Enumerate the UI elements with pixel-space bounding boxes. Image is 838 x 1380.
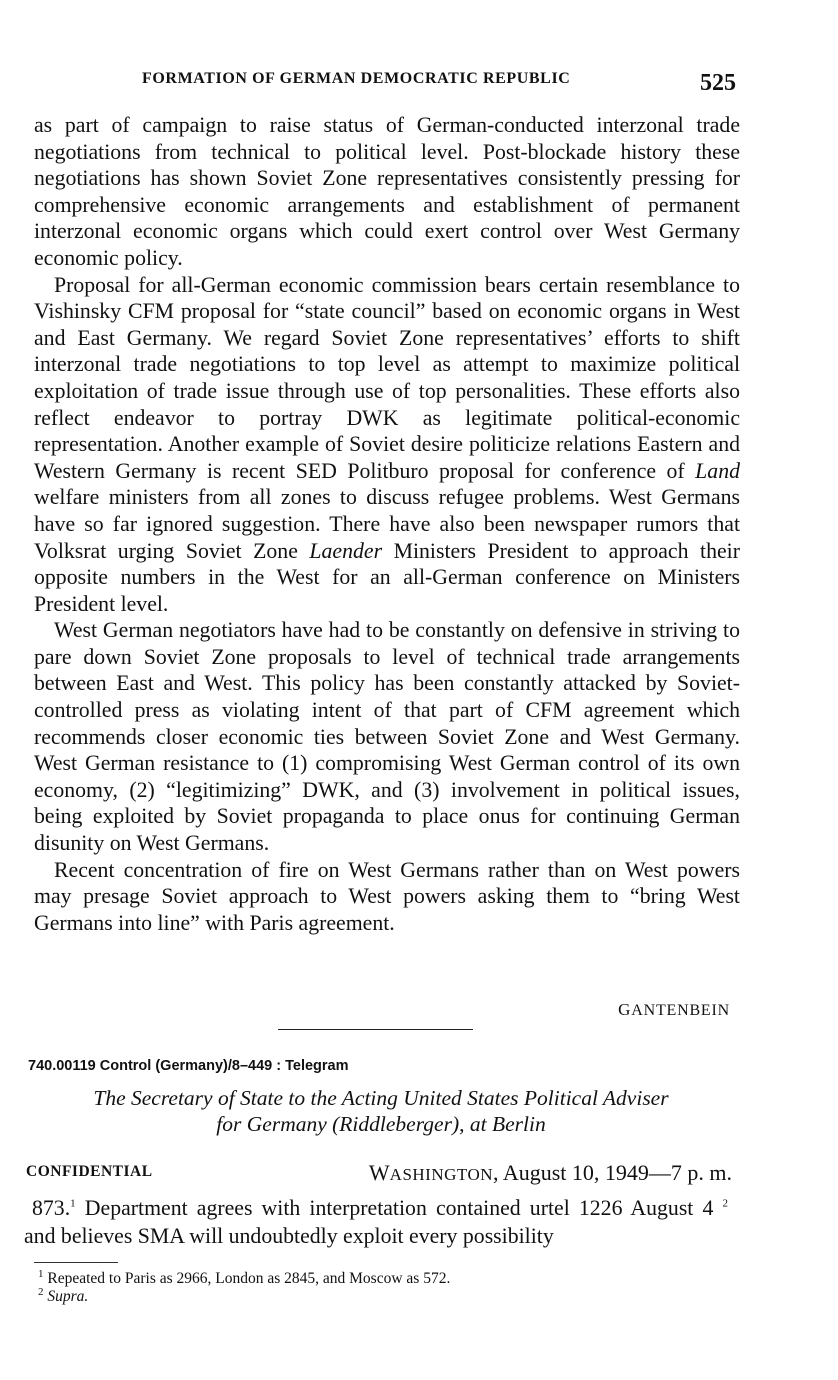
paragraph-2-part-c: Ministers President to approach their opposite numbers in the West for an all-German conference on Ministers President level. bbox=[34, 538, 740, 616]
footnotes bbox=[38, 1267, 451, 1306]
italic-term-land: Land bbox=[695, 458, 740, 483]
running-title: FORMATION OF GERMAN DEMOCRATIC REPUBLIC bbox=[142, 70, 571, 87]
page-number: 525 bbox=[700, 70, 736, 96]
section-divider bbox=[278, 1029, 473, 1030]
dateline-initial: W bbox=[368, 1160, 390, 1185]
paragraph-2-part-b: welfare ministers from all zones to discuss refugee problems. West Germans have so far ignored suggestion. There have also been newspaper rumors that Volksrat urging Soviet Zone bbox=[34, 485, 740, 563]
footnote-1-marker: 1 bbox=[38, 1267, 44, 1280]
telegram-body bbox=[24, 1195, 728, 1250]
telegram-paragraph bbox=[24, 1195, 728, 1250]
document-heading bbox=[28, 1085, 734, 1137]
dateline-place: ASHINGTON bbox=[389, 1165, 494, 1184]
footnote-1 bbox=[38, 1267, 451, 1288]
footnote-ref-2: 2 bbox=[722, 1197, 728, 1210]
footnote-1-text: Repeated to Paris as 2966, London as 2845, and Moscow as 572. bbox=[43, 1270, 451, 1287]
classification-label: CONFIDENTIAL bbox=[26, 1163, 153, 1180]
paragraph-2 bbox=[34, 272, 740, 618]
paragraph-1: as part of campaign to raise status of German-conducted interzonal trade negotiations from technical to political level. Post-blockade history these negotiations has shown Soviet Zone representatives consistently pressing for comprehensive economic arrangements and establishment of permanent interzonal economic organs which could exert control over West Germany economic policy. bbox=[34, 113, 740, 270]
footnote-2 bbox=[38, 1285, 450, 1306]
dateline-date: , August 10, 1949—7 p. m. bbox=[493, 1160, 732, 1185]
signature-initial: G bbox=[618, 1000, 632, 1019]
telegram-text-b: and believes SMA will undoubtedly exploit every possibility bbox=[24, 1223, 554, 1248]
dateline bbox=[369, 1160, 732, 1186]
telegram-number: 873. bbox=[32, 1196, 71, 1220]
signature bbox=[618, 1000, 730, 1020]
footnote-divider bbox=[34, 1262, 118, 1263]
footnote-2-text: Supra. bbox=[47, 1288, 89, 1305]
paragraph-2-part-a: Proposal for all-German economic commission bears certain resemblance to Vishinsky CFM proposal for “state council” based on economic organs in West and East Germany. We regard Soviet Zone representatives’ efforts to shift interzonal trade negotiations to top level as attempt to maximize political exploitation of trade issue through use of top personalities. These efforts also reflect endeavor to portray DWK as legitimate political-economic representation. Another example of Soviet desire politicize relations Eastern and Western Germany is recent SED Politburo proposal for conference of bbox=[34, 272, 740, 483]
file-reference: 740.00119 Control (Germany)/8–449 : Telegram bbox=[28, 1058, 349, 1074]
telegram-text-a: Department agrees with interpretation contained urtel 1226 August 4 bbox=[75, 1196, 714, 1220]
footnote-2-marker: 2 bbox=[38, 1285, 44, 1298]
heading-line-2: for Germany (Riddleberger), at Berlin bbox=[216, 1112, 546, 1136]
body-text bbox=[34, 112, 740, 936]
paragraph-3: West German negotiators have had to be constantly on defensive in striving to pare down Soviet Zone proposals to level of technical trade arrangements between East and West. This policy has been constantly attacked by Soviet-controlled press as violating intent of that part of CFM agreement which recommends closer economic ties between Soviet Zone and West Germany. West German resistance to (1) compromising West German control of its own economy, (2) “legitimizing” DWK, and (3) involvement in political issues, being exploited by Soviet propaganda to place onus for continuing German disunity on West Germans. bbox=[34, 618, 740, 856]
footnote-ref-1: 1 bbox=[70, 1197, 76, 1210]
paragraph-4: Recent concentration of fire on West Germans rather than on West powers may presage Soviet approach to West powers asking them to “bring West Germans into line” with Paris agreement. bbox=[34, 857, 740, 935]
signature-rest: ANTENBEIN bbox=[631, 1002, 730, 1019]
italic-term-laender: Laender bbox=[309, 538, 383, 563]
heading-line-1: The Secretary of State to the Acting United States Political Adviser bbox=[93, 1086, 669, 1110]
